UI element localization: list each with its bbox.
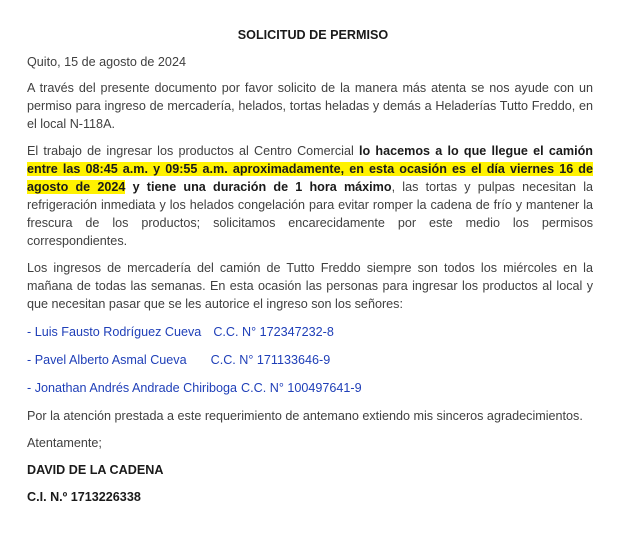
paragraph-schedule-duration: y tiene una duración de 1 hora máximo <box>125 180 392 194</box>
regards-text: Atentamente; <box>27 436 102 450</box>
place-date: Quito, 15 de agosto de 2024 <box>27 55 186 69</box>
person-item <box>27 323 593 341</box>
paragraph-people-intro: Los ingresos de mercadería del camión de Tutto Freddo siempre son todos los miércoles en la mañana de todas las semanas. En esta ocasión las personas para ingresar los productos al local y que necesitan pasar que se les autorice el ingreso son los señores: <box>27 261 593 311</box>
document-title: SOLICITUD DE PERMISO <box>237 28 389 42</box>
letter-document <box>27 26 593 506</box>
paragraph-schedule-bold: lo hacemos a lo que llegue el camión <box>359 144 593 158</box>
person-item <box>27 351 593 369</box>
person-id: C.C. N° 100497641-9 <box>241 381 362 395</box>
paragraph-closing: Por la atención prestada a este requerimiento de antemano extiendo mis sinceros agradecimientos. <box>27 409 583 423</box>
person-id: C.C. N° 172347232-8 <box>213 325 334 339</box>
person-name: - Luis Fausto Rodríguez Cueva <box>27 325 202 339</box>
paragraph-schedule-highlight: entre las 08:45 a.m. y 09:55 a.m. aproximadamente, en esta ocasión es el día viernes 16 de agosto de 2024 <box>27 162 593 194</box>
person-item <box>27 379 593 397</box>
paragraph-schedule <box>27 142 593 250</box>
paragraph-request: A través del presente documento por favor solicito de la manera más atenta se nos ayude con un permiso para ingreso de mercadería, helados, tortas heladas y demás a Heladerías Tutto Freddo, en el local N-118A. <box>27 81 593 131</box>
person-name: - Pavel Alberto Asmal Cueva <box>27 353 187 367</box>
signer-name: DAVID DE LA CADENA <box>27 463 164 477</box>
person-name: - Jonathan Andrés Andrade Chiriboga <box>27 381 238 395</box>
paragraph-schedule-intro: El trabajo de ingresar los productos al Centro Comercial <box>27 144 359 158</box>
person-id: C.C. N° 171133646-9 <box>210 353 331 367</box>
signer-id: C.I. N.º 1713226338 <box>27 490 141 504</box>
paragraph-schedule-rest: , las tortas y pulpas necesitan la refrigeración inmediata y los helados congelación para evitar romper la cadena de frío y mantener la frescura de los productos; solicitamos encarecidamente por este medio los permisos correspondientes. <box>27 180 593 248</box>
